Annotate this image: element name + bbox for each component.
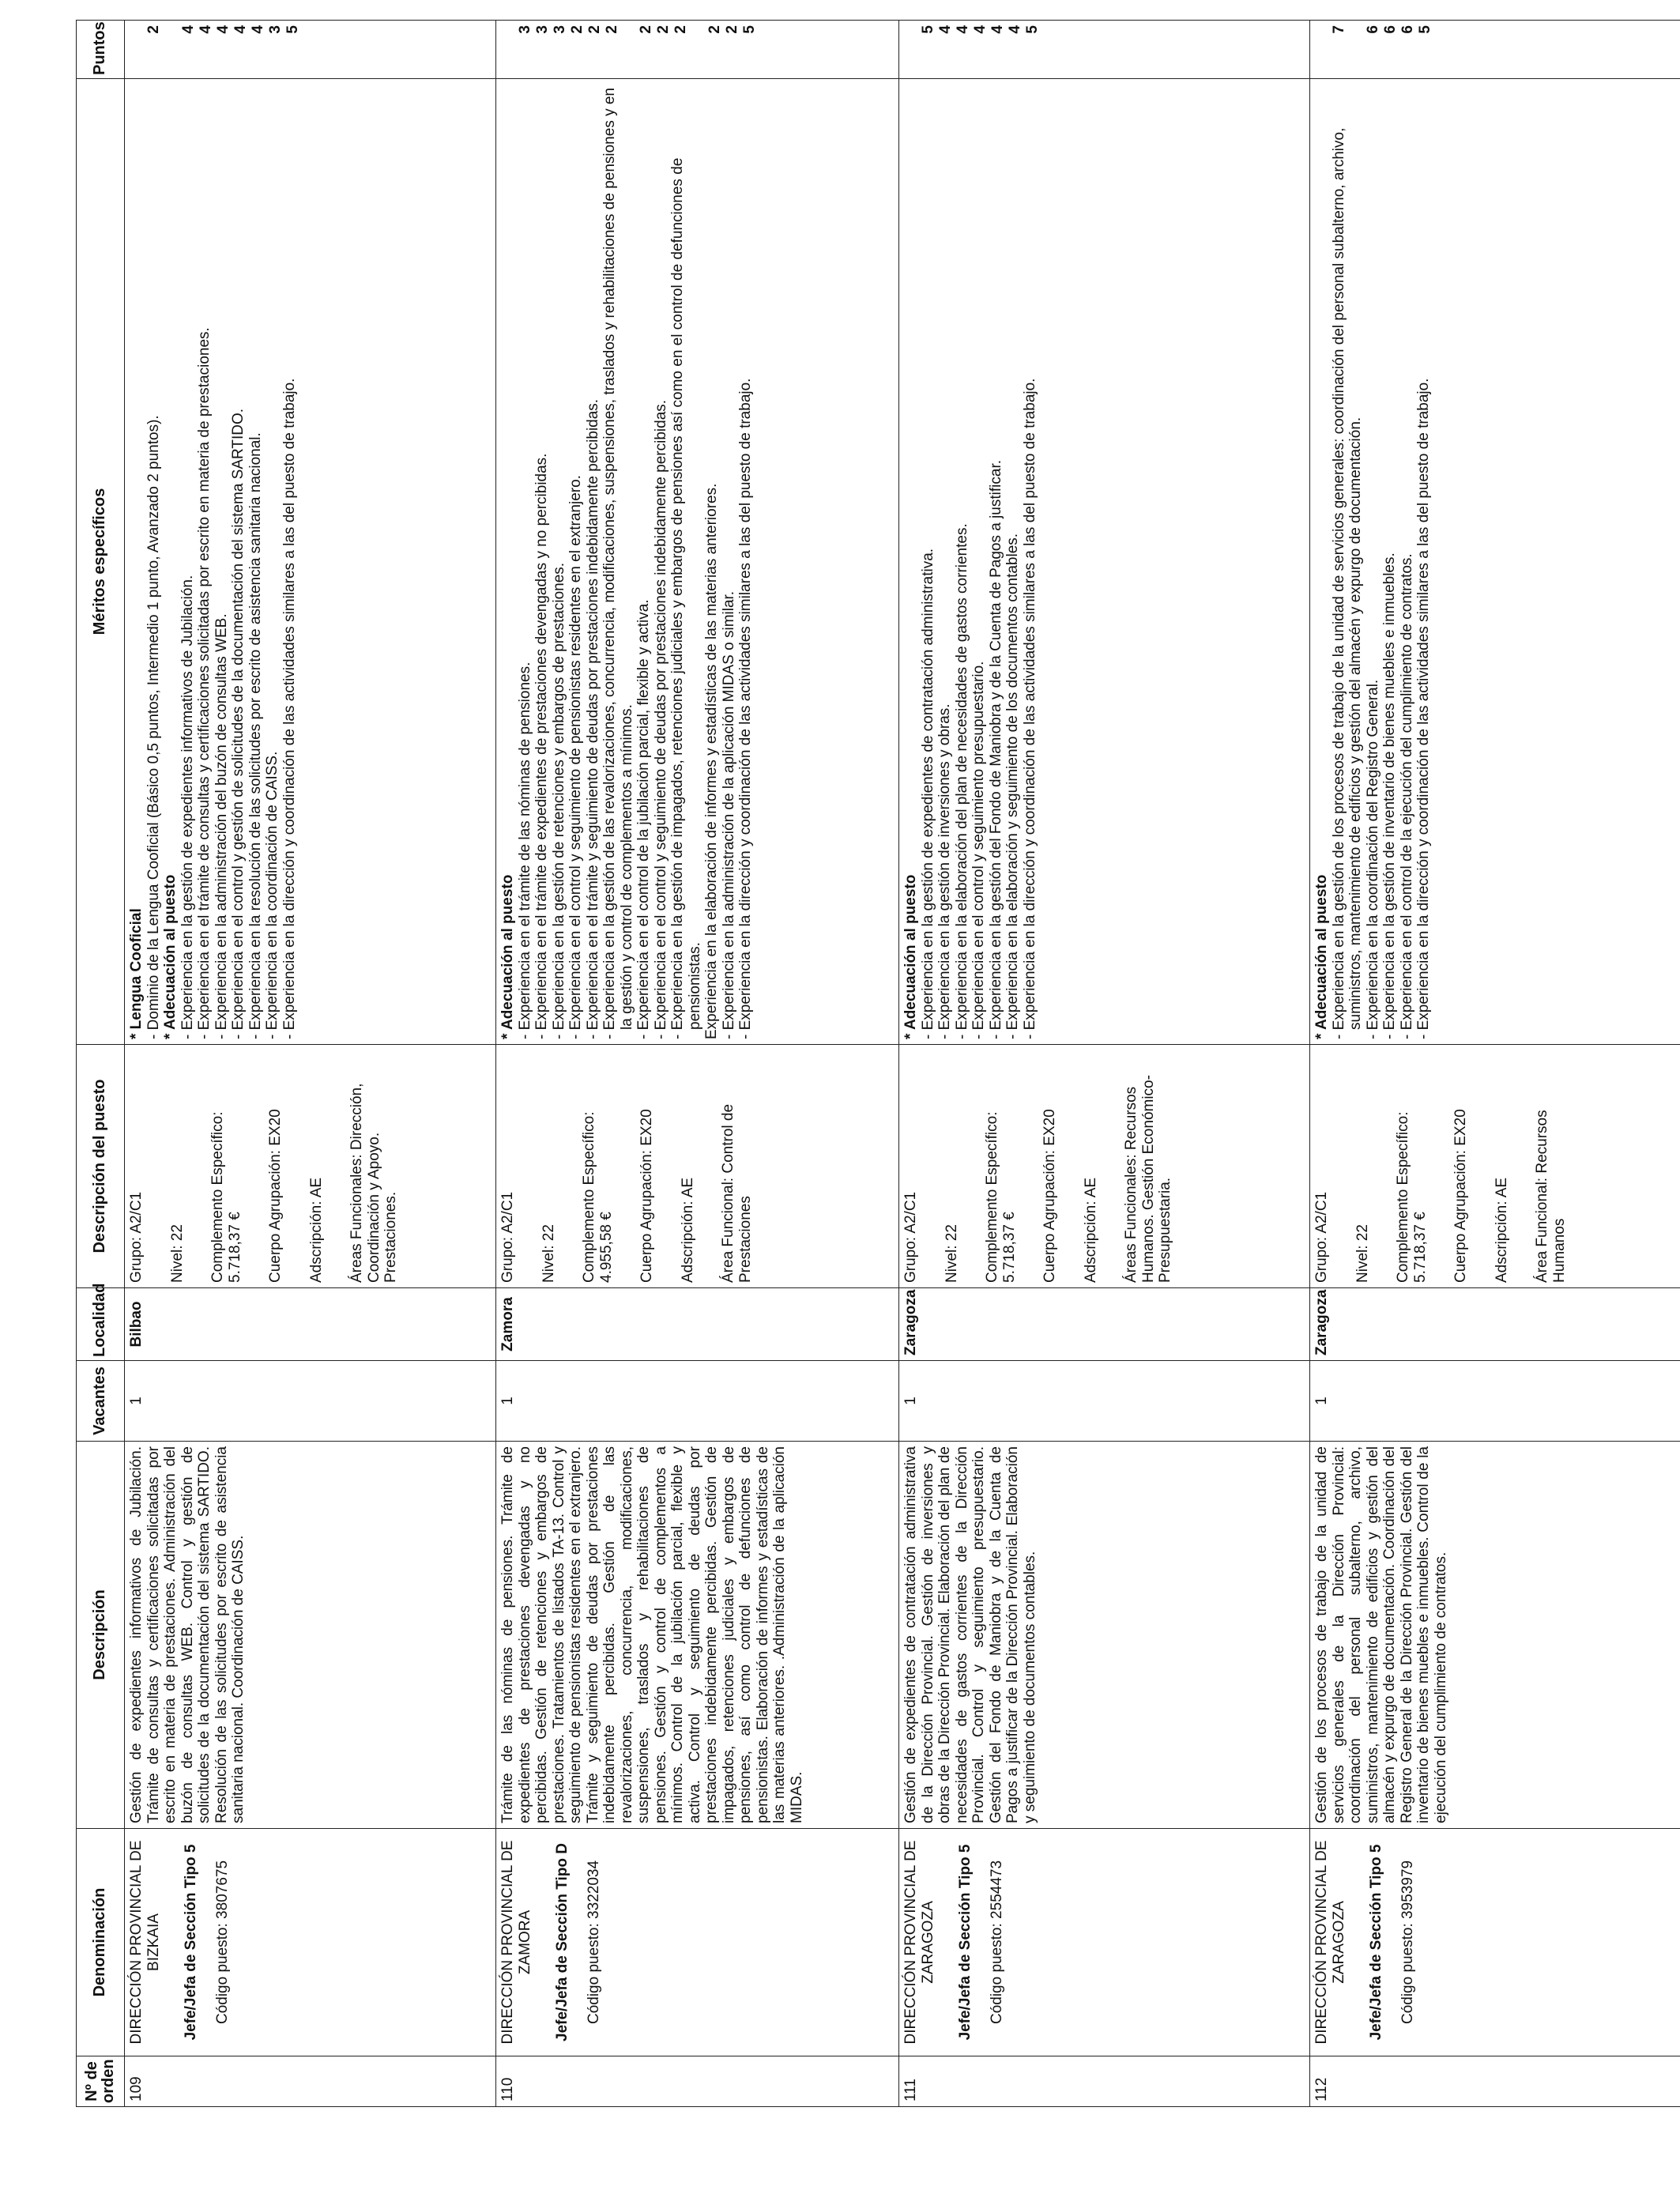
merit-heading: * Lengua Cooficial — [128, 908, 145, 1039]
position-code: Código puesto: 3953979 — [1399, 1860, 1416, 2025]
header-descripcion: Descripción — [77, 1442, 125, 1829]
position-details-cell — [1310, 1045, 1680, 1288]
details-gap — [920, 1050, 944, 1283]
points-cell — [496, 21, 899, 79]
merit-points: 5 — [920, 25, 936, 34]
merit-points: 2 — [706, 25, 723, 34]
merit-item: - Experiencia en la gestión de impagados, retenciones judiciales y embargos de pensiones así como en el control de defunciones de pensionistas. — [669, 157, 703, 1039]
merit-item: - Experiencia en la administración de la aplicación MIDAS o similar. — [720, 590, 737, 1039]
details-gap — [1371, 1050, 1395, 1283]
details-cuerpo: Cuerpo Agrupación: EX20 — [638, 1109, 655, 1283]
merit-points: 5 — [1024, 25, 1041, 34]
merit-points: 6 — [1399, 25, 1416, 34]
details-gap — [186, 1050, 209, 1283]
position-code: Código puesto: 2554473 — [988, 1860, 1005, 2025]
details-adscripcion: Adscripción: AE — [1493, 1177, 1510, 1283]
merit-points: 2 — [724, 25, 740, 34]
row-number: 109 — [125, 2056, 496, 2107]
merit-points: 2 — [672, 25, 689, 34]
merit-heading: * Adecuación al puesto — [1313, 874, 1330, 1039]
header-denominacion: Denominación — [77, 1829, 125, 2056]
locality-cell: Bilbao — [125, 1288, 496, 1361]
details-complemento: Complemento Específico: 5.718,37 € — [209, 1111, 243, 1283]
points-cell — [125, 21, 496, 79]
merit-points: 4 — [232, 25, 249, 34]
merit-item: - Experiencia en la gestión de expedientes informativos de Jubilación. — [179, 575, 196, 1039]
merit-heading: * Adecuación al puesto — [499, 874, 516, 1039]
merit-points: 2 — [569, 25, 586, 34]
merit-points: 3 — [552, 25, 568, 34]
header-row — [77, 21, 125, 2107]
org-name: DIRECCIÓN PROVINCIAL DE BIZKAIA — [128, 1840, 162, 2045]
row-number: 111 — [899, 2056, 1310, 2107]
merit-points: 3 — [267, 25, 284, 34]
details-gap — [557, 1050, 581, 1283]
vacancies-table — [76, 20, 1680, 2107]
merit-item: - Experiencia en la resolución de las solicitudes por escrito de asistencia sanitaria nacional. — [247, 432, 264, 1039]
locality-cell: Zamora — [496, 1288, 899, 1361]
merit-heading: * Adecuación al puesto — [162, 874, 179, 1039]
header-puntos: Puntos — [77, 21, 125, 79]
description-cell: Gestión de expedientes informativos de Jubilación. Trámite de consultas y certificaciones solicitadas por escrito en materia de prestaciones. Administración del buzón de consultas WEB. Control y gestión de solicitudes de la documentación del sistema SARTIDO. Resolución de las solicitudes por escrito de asistencia sanitaria nacional. Coordinación de CAISS. — [125, 1442, 496, 1829]
merit-item: - Experiencia en el control y seguimiento de deudas por prestaciones indebidamente percibidas. — [652, 399, 669, 1039]
details-gap — [243, 1050, 267, 1283]
header-num: Nº de orden — [77, 2056, 125, 2107]
details-areas: Área Funcional: Recursos Humanos — [1534, 1110, 1568, 1283]
merit-points: 3 — [534, 25, 551, 34]
details-gap — [1510, 1050, 1534, 1283]
merit-item: - Dominio de la Lengua Cooficial (Básico 0,5 puntos, Intermedio 1 punto, Avanzado 2 puntos). — [145, 415, 162, 1039]
merit-item: - Experiencia en la gestión del Fondo de Maniobra y de la Cuenta de Pagos a justificar. — [987, 459, 1004, 1039]
details-gap — [656, 1050, 680, 1283]
merit-points: 4 — [972, 25, 989, 34]
header-localidad: Localidad — [77, 1288, 125, 1361]
header-descripcion-puesto: Descripción del puesto — [77, 1045, 125, 1288]
merit-item: - Experiencia en la gestión de las revalorizaciones, concurrencia, modificaciones, suspensiones, traslados y rehabilitaciones de pensiones y en la gestión y control de complementos a mínimos. — [601, 87, 635, 1039]
locality-cell: Zaragoza — [1310, 1288, 1680, 1361]
details-complemento: Complemento Específico: 5.718,37 € — [1395, 1111, 1429, 1283]
description-cell: Trámite de las nóminas de pensiones. Trámite de expedientes de prestaciones devengadas y no percibidas. Gestión de retenciones y embargos de prestaciones. Tratamientos de listados TA-13. Control y seguimiento de pensionistas residentes en el extranjero. Trámite y seguimiento de deudas por prestaciones indebidamente percibidas. Gestión de las revalorizaciones, concurrencia, modificaciones, suspensiones, traslados y rehabilitaciones de pensiones. Gestión y control de complementos a mínimos. Control de la jubilación parcial, flexible y activa. Control y seguimiento de deudas por prestaciones indebidamente percibidas. Gestión de impagados, retenciones judiciales y embargos de pensiones, así como control de defunciones de pensionistas. Elaboración de informes y estadísticas de las materias anteriores. .Administración de la aplicación MIDAS. — [496, 1442, 899, 1829]
merit-points: 2 — [145, 25, 162, 34]
merit-item: - Experiencia en la dirección y coordinación de las actividades similares a las del puesto de trabajo. — [1021, 378, 1038, 1039]
merit-points — [1313, 25, 1331, 74]
details-gap — [960, 1050, 984, 1283]
merits-cell — [1310, 79, 1680, 1045]
merit-points: 6 — [1382, 25, 1399, 34]
details-gap — [145, 1050, 169, 1283]
merit-item: - Experiencia en la dirección y coordinación de las actividades similares a las del puesto de trabajo. — [1415, 378, 1432, 1039]
org-name: DIRECCIÓN PROVINCIAL DE ZARAGOZA — [1313, 1840, 1347, 2045]
merit-points — [163, 25, 180, 74]
table-row — [496, 21, 899, 2107]
denominacion-cell — [496, 1829, 899, 2056]
merits-cell — [899, 79, 1310, 1045]
vacancies-cell: 1 — [1310, 1361, 1680, 1442]
denominacion-cell — [125, 1829, 496, 2056]
details-grupo: Grupo: A2/C1 — [499, 1191, 516, 1283]
header-meritos: Méritos específicos — [77, 79, 125, 1045]
merit-item: Experiencia en la elaboración de informes y estadísticas de las materias anteriores. — [703, 483, 720, 1039]
position-details-cell — [125, 1045, 496, 1288]
position-title: Jefe/Jefa de Sección Tipo 5 — [183, 1844, 199, 2041]
table-row — [125, 21, 496, 2107]
details-gap — [1099, 1050, 1123, 1283]
header-vacantes: Vacantes — [77, 1361, 125, 1442]
details-adscripcion: Adscripción: AE — [1082, 1177, 1099, 1283]
merit-points: 4 — [955, 25, 971, 34]
details-nivel: Nivel: 22 — [943, 1224, 960, 1283]
merit-points: 7 — [1331, 25, 1347, 34]
merit-points: 2 — [655, 25, 672, 34]
merit-points: 2 — [604, 25, 620, 34]
description-cell: Gestión de expedientes de contratación administrativa de la Dirección Provincial. Gestión de inversiones y obras de la Dirección Provincial. Elaboración del plan de necesidades de gastos corrientes de la Dirección Provincial. Control y seguimiento presupuestario. Gestión del Fondo de Maniobra y de la Cuenta de Pagos a justificar de la Dirección Provincial. Elaboración y seguimiento de documentos contables. — [899, 1442, 1310, 1829]
locality-cell: Zaragoza — [899, 1288, 1310, 1361]
details-gap — [1018, 1050, 1042, 1283]
merit-points: 4 — [989, 25, 1006, 34]
points-cell — [899, 21, 1310, 79]
merit-points: 2 — [638, 25, 654, 34]
merit-item: - Experiencia en el control y gestión de solicitudes de la documentación del sistema SARTIDO. — [230, 408, 247, 1039]
position-details-cell — [899, 1045, 1310, 1288]
details-cuerpo: Cuerpo Agrupación: EX20 — [267, 1109, 284, 1283]
details-grupo: Grupo: A2/C1 — [902, 1191, 919, 1283]
merit-points: 4 — [198, 25, 214, 34]
merit-item: - Experiencia en la administración del buzón de consultas WEB. — [213, 613, 230, 1039]
details-areas: Área Funcional: Control de Prestaciones — [720, 1103, 754, 1283]
details-grupo: Grupo: A2/C1 — [128, 1191, 145, 1283]
details-gap — [325, 1050, 348, 1283]
position-code: Código puesto: 3322034 — [585, 1860, 602, 2025]
merit-item: - Experiencia en el trámite de expedientes de prestaciones devengadas y no percibidas. — [533, 453, 550, 1039]
details-adscripcion: Adscripción: AE — [307, 1177, 325, 1283]
details-gap — [1059, 1050, 1083, 1283]
merit-points: 2 — [586, 25, 603, 34]
merit-heading: * Adecuación al puesto — [902, 874, 919, 1039]
merit-item: - Experiencia en el control de la ejecución del cumplimiento de contratos. — [1398, 553, 1415, 1039]
position-title: Jefe/Jefa de Sección Tipo 5 — [957, 1844, 974, 2041]
vacancies-cell: 1 — [125, 1361, 496, 1442]
merit-item: - Experiencia en la gestión de retenciones y embargos de prestaciones. — [550, 562, 567, 1039]
merit-item: - Experiencia en la coordinación de CAISS. — [264, 751, 281, 1039]
merit-points: 4 — [180, 25, 197, 34]
merit-item: - Experiencia en el trámite de las nóminas de pensiones. — [516, 662, 533, 1039]
details-cuerpo: Cuerpo Agrupación: EX20 — [1452, 1109, 1469, 1283]
merit-item: - Experiencia en la gestión de expedientes de contratación administrativa. — [919, 548, 936, 1039]
details-grupo: Grupo: A2/C1 — [1313, 1191, 1330, 1283]
details-nivel: Nivel: 22 — [540, 1224, 557, 1283]
merit-points — [499, 25, 517, 74]
details-gap — [1470, 1050, 1494, 1283]
merits-cell — [496, 79, 899, 1045]
details-adscripcion: Adscripción: AE — [679, 1177, 696, 1283]
merits-cell — [125, 79, 496, 1045]
merit-points: 4 — [1007, 25, 1023, 34]
merit-points: 5 — [741, 25, 758, 34]
table-body — [125, 21, 1680, 2107]
vacancies-cell: 1 — [899, 1361, 1310, 1442]
merit-item: - Experiencia en el control de la jubilación parcial, flexible y activa. — [635, 599, 652, 1039]
table-row — [899, 21, 1310, 2107]
merit-item: - Experiencia en el trámite de consultas y certificaciones solicitadas por escrito en materia de prestaciones. — [196, 327, 213, 1039]
merit-item: - Experiencia en el control y seguimiento presupuestario. — [970, 661, 987, 1039]
details-gap — [1429, 1050, 1452, 1283]
merit-points: 4 — [250, 25, 266, 34]
merit-points: 6 — [1365, 25, 1381, 34]
merit-points — [902, 25, 920, 74]
org-name: DIRECCIÓN PROVINCIAL DE ZAMORA — [499, 1840, 533, 2045]
table-row — [1310, 21, 1680, 2107]
details-cuerpo: Cuerpo Agrupación: EX20 — [1042, 1109, 1058, 1283]
details-gap — [284, 1050, 308, 1283]
merit-item: - Experiencia en el control y seguimiento de pensionistas residentes en el extranjero. — [567, 475, 584, 1039]
details-gap — [517, 1050, 541, 1283]
details-gap — [1331, 1050, 1354, 1283]
merit-item: - Experiencia en el trámite y seguimiento de deudas por prestaciones indebidamente percibidas. — [584, 398, 601, 1039]
merit-points: 5 — [284, 25, 301, 34]
merit-item: - Experiencia en la dirección y coordinación de las actividades similares a las del puesto de trabajo. — [281, 378, 298, 1039]
merit-item: - Experiencia en la gestión de inversiones y obras. — [936, 703, 953, 1039]
points-cell — [1310, 21, 1680, 79]
row-number: 112 — [1310, 2056, 1680, 2107]
merit-item: - Experiencia en la gestión de inventario de bienes muebles e inmuebles. — [1381, 552, 1398, 1039]
merit-points: 4 — [215, 25, 232, 34]
details-nivel: Nivel: 22 — [1354, 1224, 1371, 1283]
merit-item: - Experiencia en la coordinación del Registro General. — [1364, 679, 1381, 1039]
position-title: Jefe/Jefa de Sección Tipo 5 — [1368, 1844, 1384, 2041]
merit-points: 4 — [937, 25, 954, 34]
position-details-cell — [496, 1045, 899, 1288]
merit-item: - Experiencia en la dirección y coordinación de las actividades similares a las del puesto de trabajo. — [737, 378, 754, 1039]
position-title: Jefe/Jefa de Sección Tipo D — [554, 1843, 571, 2041]
merit-item: - Experiencia en la elaboración y seguimiento de los documentos contables. — [1004, 533, 1021, 1039]
merit-points — [128, 25, 145, 74]
details-areas: Áreas Funcionales: Dirección, Coordinación y Apoyo. Prestaciones. — [348, 1083, 399, 1283]
position-code: Código puesto: 3807675 — [213, 1860, 231, 2025]
description-cell: Gestión de los procesos de trabajo de la unidad de servicios generales de la Dirección Provincial: coordinación del personal subalterno, archivo, suministros, mantenimiento de edificios y gestión del almacén y expurgo de documentación. Coordinación del Registro General de la Dirección Provincial. Gestión del inventario de bienes muebles e inmuebles. Control de la ejecución del cumplimiento de contratos. — [1310, 1442, 1680, 1829]
details-areas: Áreas Funcionales: Recursos Humanos. Gestión Económico-Presupuestaria. — [1123, 1075, 1173, 1283]
merit-points: 3 — [517, 25, 533, 34]
denominacion-cell — [1310, 1829, 1680, 2056]
details-complemento: Complemento Específico: 5.718,37 € — [984, 1111, 1018, 1283]
details-gap — [696, 1050, 720, 1283]
merit-item: - Experiencia en la gestión de los procesos de trabajo de la unidad de servicios generales: coordinación del personal subalterno, archivo, suministros, mantenimiento de edificios y gestión del almacén y expurgo de documentación. — [1330, 127, 1364, 1039]
details-complemento: Complemento Específico: 4.955,58 € — [581, 1111, 615, 1283]
merit-item: - Experiencia en la elaboración del plan de necesidades de gastos corrientes. — [953, 523, 970, 1039]
row-number: 110 — [496, 2056, 899, 2107]
details-nivel: Nivel: 22 — [168, 1224, 186, 1283]
merit-points: 5 — [1417, 25, 1433, 34]
vacancies-cell: 1 — [496, 1361, 899, 1442]
denominacion-cell — [899, 1829, 1310, 2056]
org-name: DIRECCIÓN PROVINCIAL DE ZARAGOZA — [902, 1840, 936, 2045]
details-gap — [615, 1050, 638, 1283]
